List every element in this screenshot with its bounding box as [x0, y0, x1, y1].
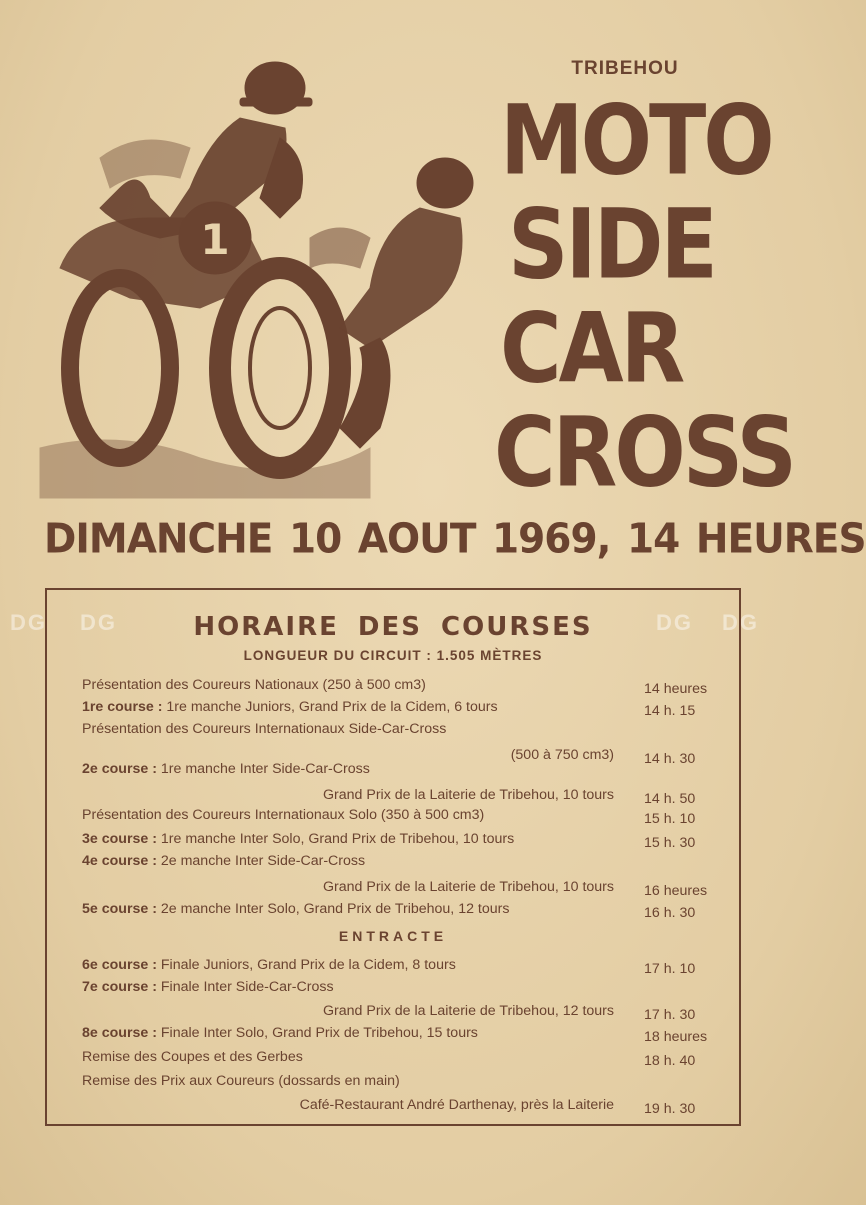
- title-line-car: CAR: [500, 291, 683, 405]
- schedule-row: [82, 806, 642, 824]
- row-text: 2e manche Inter Solo, Grand Prix de Tribehou, 12 tours: [160, 901, 510, 917]
- row-text: Café-Restaurant André Darthenay, près la Laiterie: [299, 1097, 614, 1113]
- schedule-subtitle: LONGUEUR DU CIRCUIT : 1.505 MÈTRES: [243, 648, 543, 663]
- schedule-row: [82, 1072, 642, 1090]
- schedule-row: [82, 760, 642, 778]
- watermark-text: DG: [722, 610, 759, 635]
- row-text: 1re manche Inter Side-Car-Cross: [160, 761, 370, 777]
- title-line-moto: MOTO: [500, 83, 772, 197]
- row-text: Finale Inter Solo, Grand Prix de Tribehou, 15 tours: [160, 1025, 478, 1041]
- course-label: 5e course :: [82, 901, 157, 917]
- row-time: 14 h. 30: [644, 751, 696, 767]
- row-text: Finale Inter Side-Car-Cross: [160, 979, 334, 995]
- intermission-label: ENTRACTE: [338, 928, 448, 944]
- schedule-row: [82, 720, 642, 738]
- row-time: 18 heures: [644, 1029, 708, 1045]
- row-time: 15 h. 30: [644, 835, 696, 851]
- schedule-row: [82, 676, 642, 694]
- course-label: 2e course :: [82, 761, 157, 777]
- row-text: Finale Juniors, Grand Prix de la Cidem, 8 tours: [160, 957, 456, 973]
- sidecar-illustration: [40, 48, 490, 498]
- town-name: TRIBEHOU: [571, 58, 679, 79]
- row-text: (500 à 750 cm3): [510, 747, 614, 763]
- row-time: 16 h. 30: [644, 905, 696, 921]
- course-label: 6e course :: [82, 957, 157, 973]
- course-label: 4e course :: [82, 853, 157, 869]
- schedule-row: [82, 956, 642, 974]
- schedule-row: [82, 878, 614, 896]
- schedule-title: HORAIRE DES COURSES: [193, 612, 593, 642]
- row-text: Remise des Coupes et des Gerbes: [82, 1049, 303, 1065]
- row-text: 2e manche Inter Side-Car-Cross: [160, 853, 366, 869]
- schedule-row: [82, 978, 642, 996]
- schedule-row: [82, 1002, 614, 1020]
- row-time: 18 h. 40: [644, 1053, 696, 1069]
- course-label: 7e course :: [82, 979, 157, 995]
- row-text: 1re manche Juniors, Grand Prix de la Cidem, 6 tours: [166, 699, 498, 715]
- schedule-row: [82, 698, 642, 716]
- row-time: 17 h. 30: [644, 1007, 696, 1023]
- row-time: 16 heures: [644, 883, 708, 899]
- schedule-row: [82, 900, 642, 918]
- course-label: 8e course :: [82, 1025, 157, 1041]
- row-text: 1re manche Inter Solo, Grand Prix de Tribehou, 10 tours: [160, 831, 515, 847]
- course-label: 3e course :: [82, 831, 157, 847]
- race-number: 1: [200, 215, 230, 264]
- row-text: Grand Prix de la Laiterie de Tribehou, 10 tours: [322, 879, 614, 895]
- schedule-row: [82, 1048, 642, 1066]
- schedule-row: [82, 786, 614, 804]
- watermark-text: DG: [80, 610, 117, 635]
- row-text: Remise des Prix aux Coureurs (dossards en main): [82, 1073, 400, 1089]
- schedule-row: [82, 852, 642, 870]
- row-text: Présentation des Coureurs Internationaux Side-Car-Cross: [82, 721, 447, 737]
- schedule-row: [82, 1096, 614, 1114]
- row-time: 15 h. 10: [644, 811, 696, 827]
- row-text: Présentation des Coureurs Nationaux (250 à 500 cm3): [82, 677, 426, 693]
- watermark-text: DG: [656, 610, 693, 635]
- title-line-side: SIDE: [508, 187, 715, 301]
- schedule-row: [82, 830, 642, 848]
- row-time: 17 h. 10: [644, 961, 696, 977]
- row-time: 14 heures: [644, 681, 708, 697]
- row-time: 14 h. 15: [644, 703, 696, 719]
- title-line-cross: CROSS: [494, 395, 794, 509]
- row-text: Grand Prix de la Laiterie de Tribehou, 12 tours: [322, 1003, 614, 1019]
- event-date: DIMANCHE 10 AOUT 1969, 14 HEURES: [44, 515, 866, 564]
- row-time: 19 h. 30: [644, 1101, 696, 1117]
- course-label: 1re course :: [82, 699, 163, 715]
- row-time: 14 h. 50: [644, 791, 696, 807]
- row-text: Grand Prix de la Laiterie de Tribehou, 10 tours: [322, 787, 614, 803]
- schedule-row: [82, 1024, 642, 1042]
- watermark-text: DG: [10, 610, 47, 635]
- row-text: Présentation des Coureurs Internationaux Solo (350 à 500 cm3): [82, 807, 485, 823]
